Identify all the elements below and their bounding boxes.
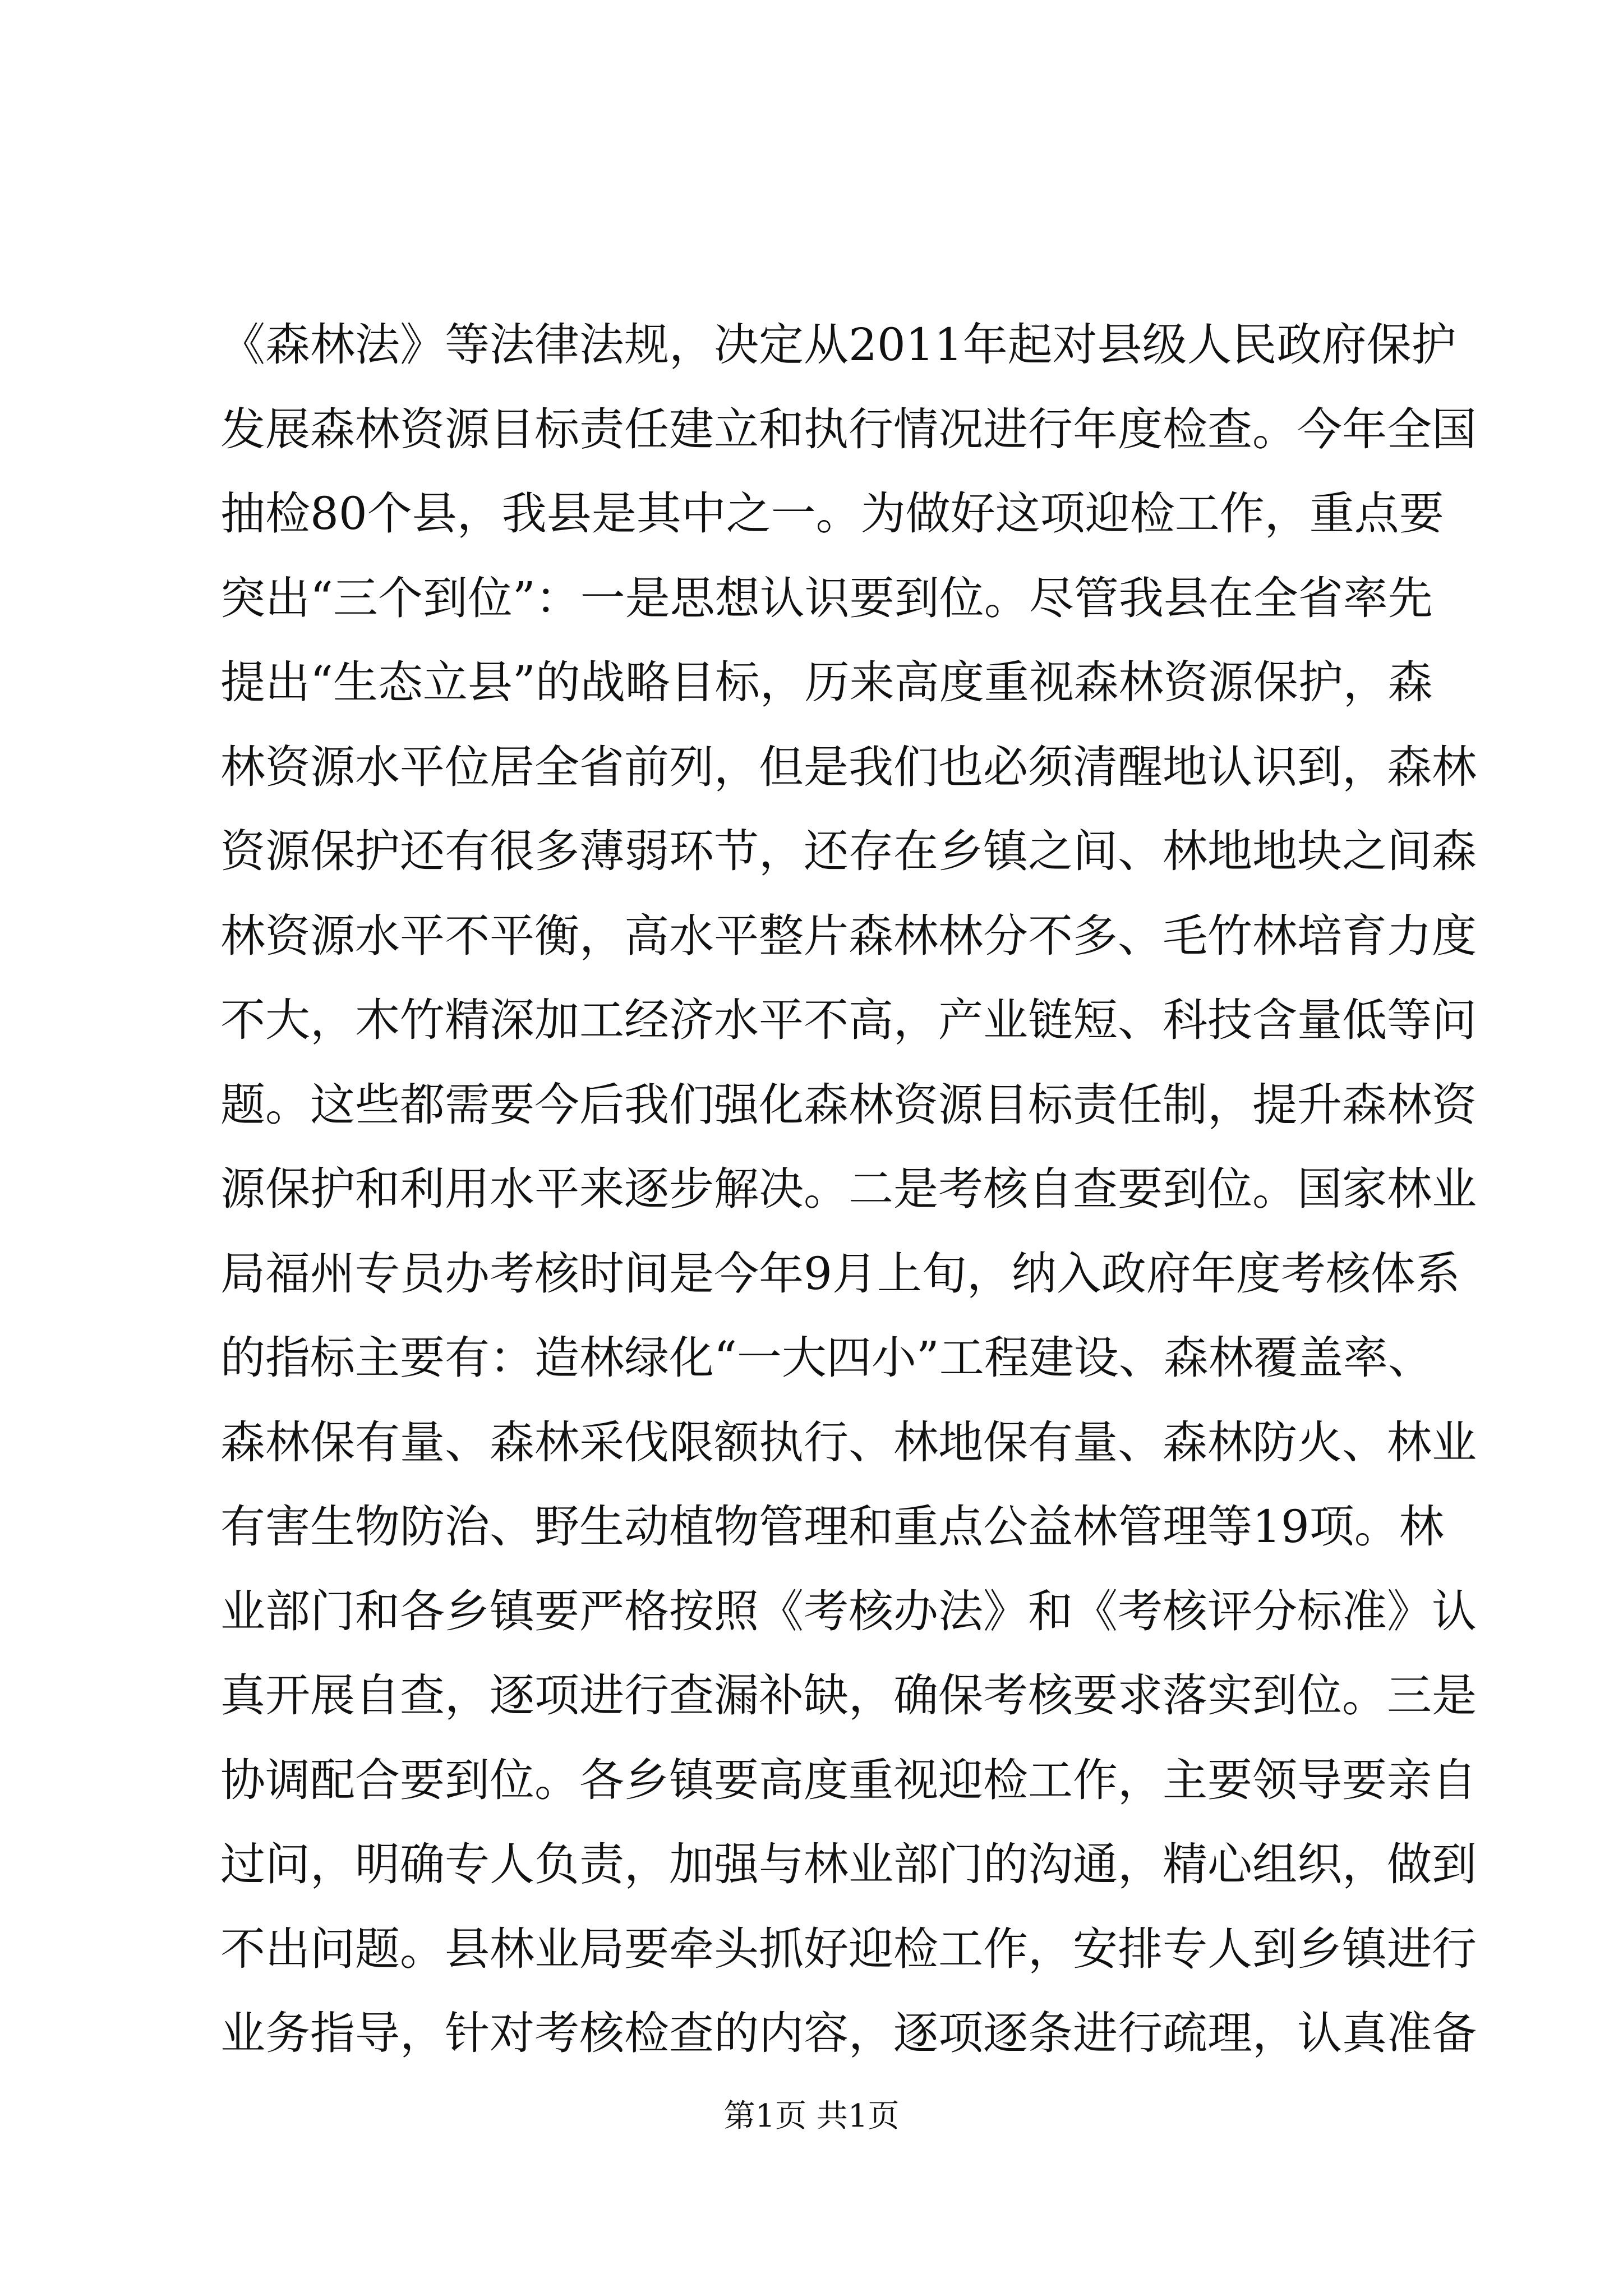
text-line: 题。这些都需要今后我们强化森林资源目标责任制，提升森林资 (220, 1078, 1477, 1131)
text-line: 真开展自查，逐项进行查漏补缺，确保考核要求落实到位。三是 (220, 1669, 1477, 1722)
text-line: 《森林法》等法律法规，决定从2011年起对县级人民政府保护 (220, 319, 1456, 371)
text-line: 源保护和利用水平来逐步解决。二是考核自查要到位。国家林业 (220, 1163, 1477, 1215)
text-line: 不出问题。县林业局要牵头抓好迎检工作，安排专人到乡镇进行 (220, 1922, 1477, 1975)
text-line: 业部门和各乡镇要严格按照《考核办法》和《考核评分标准》认 (220, 1585, 1477, 1637)
text-line: 有害生物防治、野生动植物管理和重点公益林管理等19项。林 (220, 1501, 1444, 1553)
text-line: 抽检80个县，我县是其中之一。为做好这项迎检工作，重点要 (220, 487, 1444, 540)
text-line: 林资源水平不平衡，高水平整片森林林分不多、毛竹林培育力度 (220, 909, 1477, 962)
text-line: 协调配合要到位。各乡镇要高度重视迎检工作，主要领导要亲自 (220, 1754, 1477, 1806)
body-paragraph (220, 303, 1477, 2076)
text-line: 资源保护还有很多薄弱环节，还存在乡镇之间、林地地块之间森 (220, 825, 1477, 877)
text-line: 局福州专员办考核时间是今年9月上旬，纳入政府年度考核体系 (220, 1247, 1460, 1300)
text-line: 林资源水平位居全省前列，但是我们也必须清醒地认识到，森林 (220, 740, 1477, 793)
page-number-footer: 第1页 共1页 (723, 2098, 900, 2134)
text-line: 过问，明确专人负责，加强与林业部门的沟通，精心组织，做到 (220, 1838, 1477, 1890)
text-line: 发展森林资源目标责任建立和执行情况进行年度检查。今年全国 (220, 403, 1477, 455)
text-line: 不大，木竹精深加工经济水平不高，产业链短、科技含量低等问 (220, 994, 1477, 1046)
text-line: 提出“生态立县”的战略目标，历来高度重视森林资源保护，森 (220, 656, 1433, 708)
text-line: 突出“三个到位”：一是思想认识要到位。尽管我县在全省率先 (220, 572, 1433, 624)
text-line: 的指标主要有：造林绿化“一大四小”工程建设、森林覆盖率、 (220, 1332, 1433, 1384)
text-line: 业务指导，针对考核检查的内容，逐项逐条进行疏理，认真准备 (220, 2007, 1477, 2059)
text-line: 森林保有量、森林采伐限额执行、林地保有量、森林防火、林业 (220, 1416, 1477, 1469)
